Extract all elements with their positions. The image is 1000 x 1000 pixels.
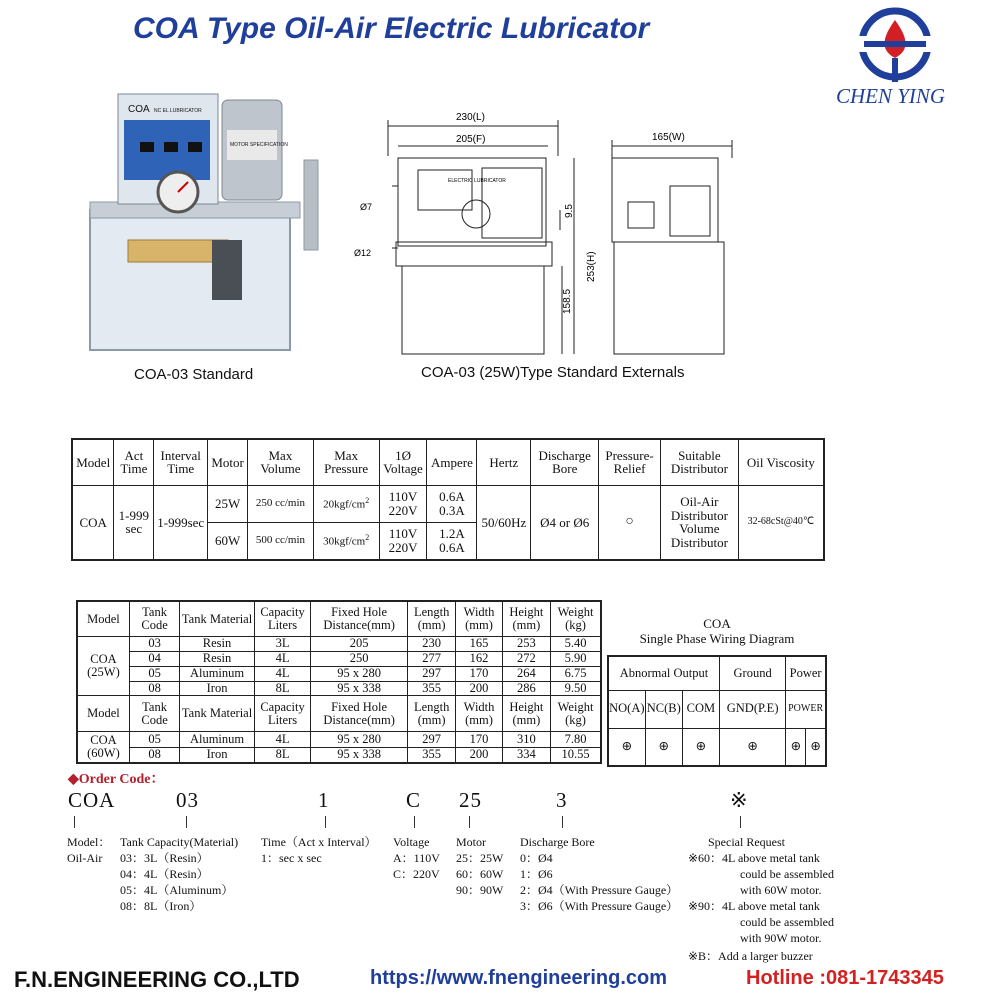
table-cell: 5.90 [551, 651, 601, 666]
table-cell: Iron [180, 681, 255, 696]
tank-header: Height (mm) [502, 601, 550, 637]
table-cell: 272 [502, 651, 550, 666]
page-title: COA Type Oil-Air Electric Lubricator [133, 12, 650, 45]
tank-header: Tank Code [129, 696, 179, 732]
tank-header: Width (mm) [456, 696, 502, 732]
spec-header-voltage: 1Ø Voltage [379, 439, 427, 485]
table-cell: 4L [254, 666, 310, 681]
table-cell: 95 x 280 [311, 666, 408, 681]
footer-hotline: Hotline :081-1743345 [746, 967, 944, 989]
spec-ampere: 0.6A 0.3A [427, 485, 477, 522]
table-cell: 264 [502, 666, 550, 681]
terminal-screw-icon: ⊕ [786, 728, 806, 766]
order-tick [562, 816, 563, 828]
table-cell: 170 [456, 666, 502, 681]
order-special: Special Request ※60：4L above metal tank could be assembled with 60W motor. ※90：4L above metal tank could be assembled with 90W motor. ※B：Add a larger buzzer [688, 835, 834, 963]
order-code-special: ※ [730, 788, 749, 812]
tank-header: Model [77, 696, 129, 732]
order-code-bore: 3 [556, 788, 568, 812]
table-cell: Aluminum [180, 666, 255, 681]
table-cell: 170 [456, 731, 502, 747]
tank-header: Weight (kg) [551, 696, 601, 732]
table-cell: 6.75 [551, 666, 601, 681]
wiring-terminal: NO(A) [608, 690, 645, 728]
wiring-terminal: POWER [786, 690, 826, 728]
table-cell: 3L [254, 637, 310, 652]
brand-name: CHEN YING [836, 84, 946, 108]
spec-header-bore: Discharge Bore [531, 439, 599, 485]
table-cell: 08 [129, 747, 179, 763]
tank-header: Tank Material [180, 696, 255, 732]
dim-253: 253(H) [586, 251, 597, 282]
spec-model: COA [72, 485, 114, 560]
spec-interval: 1-999sec [154, 485, 208, 560]
spec-table [71, 438, 825, 561]
table-cell: 253 [502, 637, 550, 652]
table-cell: 8L [254, 681, 310, 696]
spec-header-interval: Interval Time [154, 439, 208, 485]
table-cell: 310 [502, 731, 550, 747]
spec-volume: 500 cc/min [248, 523, 314, 560]
table-cell: 95 x 338 [311, 747, 408, 763]
spec-voltage: 110V 220V [379, 523, 427, 560]
terminal-screw-icon: ⊕ [719, 728, 785, 766]
spec-relief: ○ [599, 485, 661, 560]
spec-pressure: $30kgf/cm^2$ [313, 523, 379, 560]
chen-ying-logo [850, 6, 940, 86]
table-cell: 286 [502, 681, 550, 696]
table-cell: 200 [456, 681, 502, 696]
footer-url[interactable]: https://www.fnengineering.com [370, 967, 668, 989]
wiring-terminal: COM [682, 690, 719, 728]
spec-header-distributor: Suitable Distributor [660, 439, 738, 485]
order-tank: Tank Capacity(Material) 03：3L（Resin） 04：4L（Resin） 05：4L（Aluminum） 08：8L（Iron） [120, 835, 239, 913]
spec-header-viscosity: Oil Viscosity [738, 439, 824, 485]
tank-header: Width (mm) [456, 601, 502, 637]
table-cell: 9.50 [551, 681, 601, 696]
spec-header-ampere: Ampere [427, 439, 477, 485]
table-cell: Iron [180, 747, 255, 763]
spec-header-volume: Max Volume [248, 439, 314, 485]
tank-table [76, 600, 602, 764]
table-cell: 4L [254, 651, 310, 666]
terminal-screw-icon: ⊕ [645, 728, 682, 766]
table-cell: 355 [407, 681, 455, 696]
wiring-group: Power [786, 656, 826, 690]
order-code-model: COA [68, 788, 116, 812]
order-voltage: Voltage A：110V C：220V [393, 835, 440, 881]
dim-length: 230(L) [456, 112, 485, 123]
spec-bore: Ø4 or Ø6 [531, 485, 599, 560]
table-cell: 297 [407, 666, 455, 681]
dim-95: 9.5 [564, 204, 575, 218]
tank-header: Weight (kg) [551, 601, 601, 637]
motor-sticker: MOTOR SPECIFICATION [230, 142, 288, 148]
dim-d7: Ø7 [360, 202, 373, 212]
table-cell: Resin [180, 651, 255, 666]
spec-header-act: Act Time [114, 439, 154, 485]
order-motor: Motor 25：25W 60：60W 90：90W [456, 835, 504, 897]
table-cell: 334 [502, 747, 550, 763]
spec-volume: 250 cc/min [248, 485, 314, 522]
spec-motor: 25W [208, 485, 248, 522]
order-code-tank: 03 [176, 788, 199, 812]
spec-header-model: Model [72, 439, 114, 485]
spec-voltage: 110V 220V [379, 485, 427, 522]
table-cell: 05 [129, 666, 179, 681]
table-cell: 7.80 [551, 731, 601, 747]
tank-header: Model [77, 601, 129, 637]
table-cell: 355 [407, 747, 455, 763]
drawing-panel-text: ELECTRIC LUBRICATOR [448, 178, 506, 184]
tank-header: Fixed Hole Distance(mm) [311, 601, 408, 637]
table-cell: 200 [456, 747, 502, 763]
wiring-terminal: GND(P.E) [719, 690, 785, 728]
table-cell: 8L [254, 747, 310, 763]
footer-company: F.N.ENGINEERING CO.,LTD [14, 967, 300, 992]
spec-motor: 60W [208, 523, 248, 560]
spec-act-time: 1-999 sec [114, 485, 154, 560]
spec-ampere: 1.2A 0.6A [427, 523, 477, 560]
tank-header: Tank Material [180, 601, 255, 637]
dim-d12: Ø12 [354, 248, 372, 258]
order-time: Time（Act x Interval） 1：sec x sec [261, 835, 377, 865]
table-cell: 95 x 280 [311, 731, 408, 747]
order-tick [325, 816, 326, 828]
dim-width: 165(W) [652, 132, 685, 143]
order-tick [740, 816, 741, 828]
tank-header: Tank Code [129, 601, 179, 637]
spec-header-hertz: Hertz [477, 439, 531, 485]
table-cell: 95 x 338 [311, 681, 408, 696]
wiring-terminal: NC(B) [645, 690, 682, 728]
table-cell: 08 [129, 681, 179, 696]
table-cell: 297 [407, 731, 455, 747]
table-cell: 165 [456, 637, 502, 652]
tank-model-25w: COA (25W) [77, 637, 129, 696]
tank-header: Capacity Liters [254, 601, 310, 637]
table-cell: 03 [129, 637, 179, 652]
terminal-screw-icon: ⊕ [806, 728, 826, 766]
spec-header-relief: Pressure-Relief [599, 439, 661, 485]
dim-1585: 158.5 [562, 288, 573, 314]
dim-f: 205(F) [456, 134, 486, 145]
order-code-voltage: C [406, 788, 422, 812]
terminal-screw-icon: ⊕ [682, 728, 719, 766]
spec-pressure: $20kgf/cm^2$ [313, 485, 379, 522]
panel-sub: NC EL LUBRICATOR [154, 108, 202, 114]
table-cell: 250 [311, 651, 408, 666]
order-tick [74, 816, 75, 828]
order-tick [186, 816, 187, 828]
order-tick [469, 816, 470, 828]
table-cell: 230 [407, 637, 455, 652]
order-code-motor: 25 [459, 788, 482, 812]
tank-header: Length (mm) [407, 601, 455, 637]
wiring-table [607, 655, 827, 767]
table-cell: 5.40 [551, 637, 601, 652]
table-cell: 277 [407, 651, 455, 666]
wiring-group: Abnormal Output [608, 656, 719, 690]
wiring-title: COA [703, 616, 731, 631]
technical-drawing [352, 106, 752, 361]
order-code-heading: ◆Order Code： [68, 772, 165, 787]
table-cell: 162 [456, 651, 502, 666]
spec-header-motor: Motor [208, 439, 248, 485]
drawing-caption: COA-03 (25W)Type Standard Externals [421, 364, 685, 381]
order-model: Model： Oil-Air [67, 835, 111, 865]
spec-hertz: 50/60Hz [477, 485, 531, 560]
spec-distributor: Oil-Air Distributor Volume Distributor [660, 485, 738, 560]
wiring-group: Ground [719, 656, 785, 690]
table-cell: 10.55 [551, 747, 601, 763]
order-bore: Discharge Bore 0：Ø4 1：Ø6 2：Ø4（With Pressure Gauge） 3：Ø6（With Pressure Gauge） [520, 835, 679, 913]
wiring-subtitle: Single Phase Wiring Diagram [639, 631, 795, 646]
order-code-time: 1 [318, 788, 330, 812]
terminal-screw-icon: ⊕ [608, 728, 645, 766]
product-photo [72, 90, 322, 360]
spec-header-pressure: Max Pressure [313, 439, 379, 485]
spec-viscosity: 32-68cSt@40℃ [738, 485, 824, 560]
table-cell: 04 [129, 651, 179, 666]
table-cell: 4L [254, 731, 310, 747]
tank-header: Length (mm) [407, 696, 455, 732]
table-cell: Aluminum [180, 731, 255, 747]
table-cell: 05 [129, 731, 179, 747]
tank-model-60w: COA (60W) [77, 731, 129, 763]
tank-header: Height (mm) [502, 696, 550, 732]
wiring-title-block [607, 616, 827, 646]
table-cell: Resin [180, 637, 255, 652]
table-cell: 205 [311, 637, 408, 652]
photo-caption: COA-03 Standard [134, 366, 254, 383]
order-tick [414, 816, 415, 828]
tank-header: Fixed Hole Distance(mm) [311, 696, 408, 732]
panel-label: COA [128, 104, 150, 115]
tank-header: Capacity Liters [254, 696, 310, 732]
